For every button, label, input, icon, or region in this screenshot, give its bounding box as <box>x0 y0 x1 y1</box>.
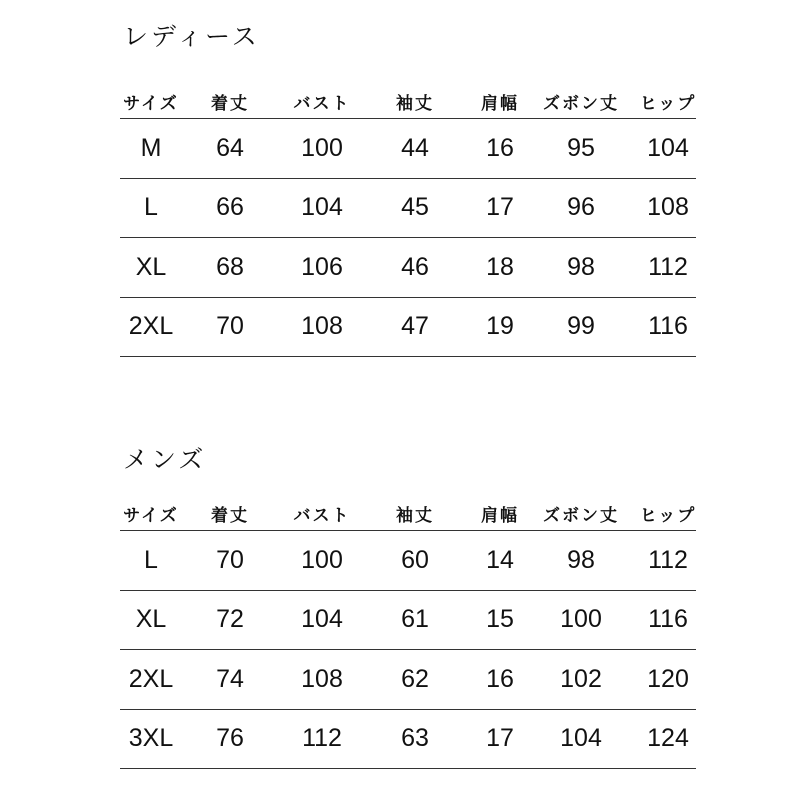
table-row <box>120 179 696 239</box>
table-cell: 99 <box>567 312 595 341</box>
size-label: L <box>144 193 158 222</box>
table-cell: 68 <box>216 252 244 281</box>
table-cell: 17 <box>486 193 514 222</box>
table-cell: 116 <box>648 605 688 634</box>
table-cell: 45 <box>401 193 429 222</box>
table-cell: 95 <box>567 133 595 162</box>
column-header: 肩幅 <box>481 94 519 114</box>
table-cell: 108 <box>301 664 343 693</box>
table-row <box>120 710 696 770</box>
table-cell: 14 <box>486 545 514 574</box>
table-cell: 100 <box>301 133 343 162</box>
column-header: 袖丈 <box>396 506 434 526</box>
table-row <box>120 650 696 710</box>
table-header-row <box>120 86 696 119</box>
table-cell: 66 <box>216 193 244 222</box>
column-header: 肩幅 <box>481 506 519 526</box>
table-cell: 15 <box>486 605 514 634</box>
column-header: バスト <box>293 506 351 526</box>
table-cell: 104 <box>301 193 343 222</box>
size-table-women <box>120 86 696 357</box>
table-cell: 64 <box>216 133 244 162</box>
table-cell: 120 <box>647 664 689 693</box>
table-cell: 74 <box>216 664 244 693</box>
table-cell: 62 <box>401 664 429 693</box>
size-label: M <box>140 133 162 162</box>
table-cell: 124 <box>647 724 689 753</box>
table-cell: 63 <box>401 724 429 753</box>
column-header: サイズ <box>123 94 179 114</box>
table-row <box>120 591 696 651</box>
table-cell: 100 <box>560 605 602 634</box>
table-row <box>120 238 696 298</box>
table-cell: 17 <box>486 724 514 753</box>
column-header: ヒップ <box>639 506 697 526</box>
column-header: 袖丈 <box>396 94 434 114</box>
size-label: XL <box>135 605 167 634</box>
table-cell: 116 <box>648 312 688 341</box>
table-cell: 44 <box>401 133 429 162</box>
table-cell: 18 <box>486 252 514 281</box>
table-cell: 104 <box>301 605 343 634</box>
size-label: 2XL <box>128 312 174 341</box>
column-header: サイズ <box>123 506 179 526</box>
table-cell: 106 <box>301 252 343 281</box>
table-row <box>120 531 696 591</box>
table-cell: 76 <box>216 724 244 753</box>
section-title-women: レディース <box>123 22 260 51</box>
column-header: バスト <box>293 94 351 114</box>
column-header: ズボン丈 <box>543 94 619 114</box>
table-cell: 46 <box>401 252 429 281</box>
table-cell: 112 <box>648 252 688 281</box>
table-cell: 60 <box>401 545 429 574</box>
table-cell: 16 <box>486 664 514 693</box>
table-cell: 108 <box>301 312 343 341</box>
size-table-men <box>120 498 696 769</box>
table-cell: 112 <box>648 545 688 574</box>
section-title-men: メンズ <box>123 445 207 474</box>
table-cell: 104 <box>647 133 689 162</box>
table-header-row <box>120 498 696 531</box>
table-cell: 98 <box>567 545 595 574</box>
table-cell: 112 <box>302 724 342 753</box>
table-row <box>120 119 696 179</box>
table-cell: 70 <box>216 545 244 574</box>
table-cell: 19 <box>486 312 514 341</box>
column-header: ヒップ <box>639 94 697 114</box>
size-label: L <box>144 545 158 574</box>
size-label: XL <box>135 252 167 281</box>
table-cell: 47 <box>401 312 429 341</box>
column-header: 着丈 <box>211 94 249 114</box>
table-cell: 70 <box>216 312 244 341</box>
table-cell: 98 <box>567 252 595 281</box>
table-cell: 16 <box>486 133 514 162</box>
table-cell: 72 <box>216 605 244 634</box>
size-label: 3XL <box>128 724 174 753</box>
column-header: 着丈 <box>211 506 249 526</box>
table-cell: 61 <box>401 605 429 634</box>
table-cell: 100 <box>301 545 343 574</box>
table-cell: 96 <box>567 193 595 222</box>
table-cell: 102 <box>560 664 602 693</box>
table-row <box>120 298 696 358</box>
column-header: ズボン丈 <box>543 506 619 526</box>
table-cell: 104 <box>560 724 602 753</box>
size-label: 2XL <box>128 664 174 693</box>
table-cell: 108 <box>647 193 689 222</box>
